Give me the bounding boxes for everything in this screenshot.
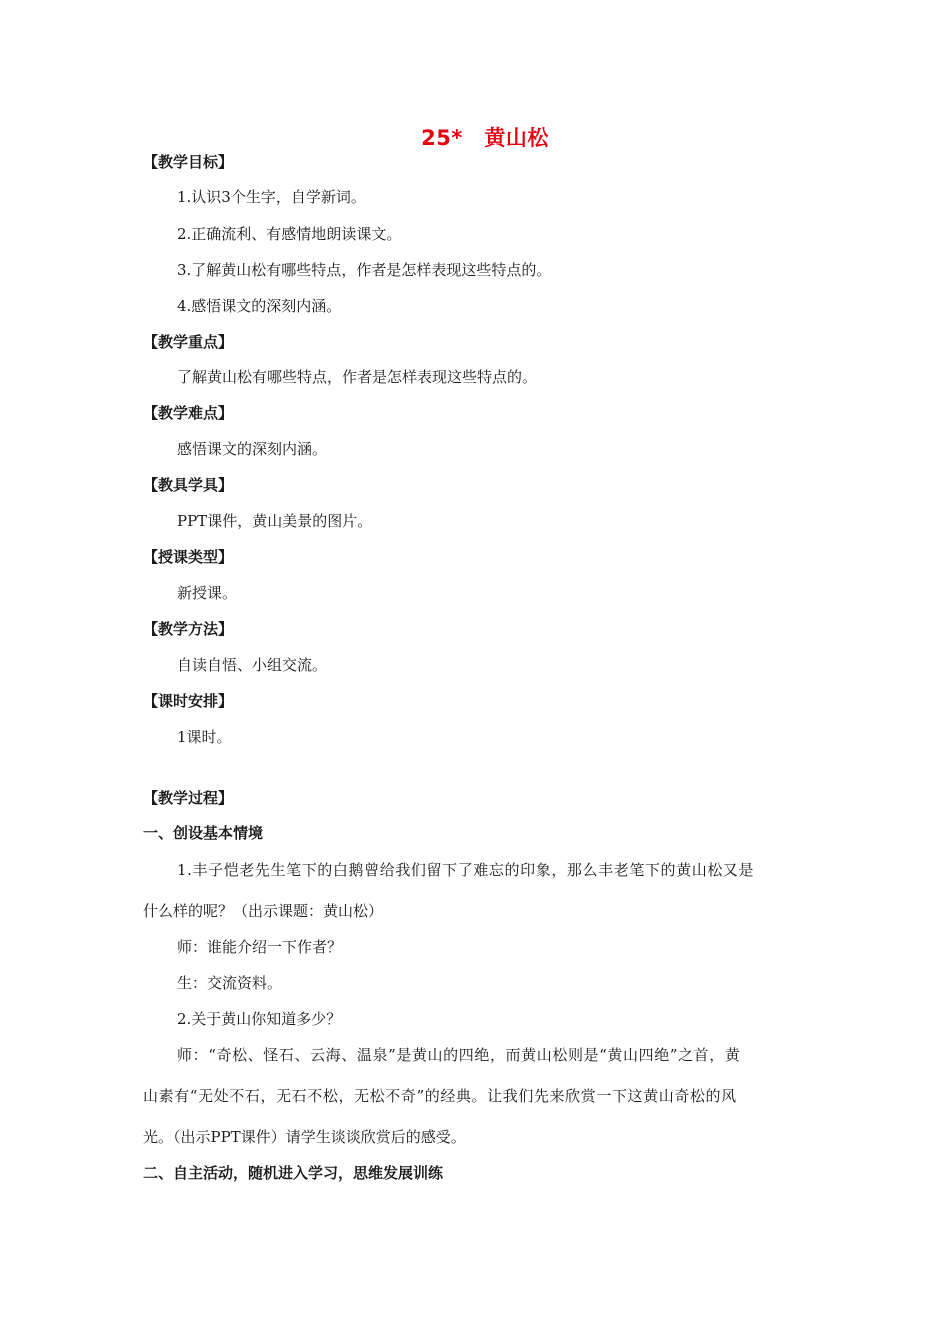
paragraph-line: 2.关于黄山你知道多少？ [177, 1010, 342, 1028]
process-heading: 【教学过程】 [143, 789, 234, 807]
section2-heading: 二、自主活动，随机进入学习，思维发展训练 [143, 1164, 444, 1182]
teacher-line: 师：“奇松、怪石、云海、温泉”是黄山的四绝，而黄山松则是“黄山四绝”之首，黄 [177, 1046, 741, 1064]
method-text: 自读自悟、小组交流。 [177, 656, 328, 674]
lesson-type-text: 新授课。 [177, 584, 238, 602]
student-line: 生：交流资料。 [177, 974, 283, 992]
difficulties-text: 感悟课文的深刻内涵。 [177, 440, 328, 458]
schedule-heading: 【课时安排】 [143, 692, 234, 710]
paragraph-line: 什么样的呢？（出示课题：黄山松） [143, 902, 384, 920]
section1-heading: 一、创设基本情境 [143, 824, 264, 842]
paragraph-line: 山素有“无处不石，无石不松，无松不奇”的经典。让我们先来欣赏一下这黄山奇松的风 [143, 1087, 737, 1105]
tools-text: PPT课件，黄山美景的图片。 [177, 512, 373, 530]
schedule-text: 1课时。 [177, 728, 232, 746]
objective-item: 1.认识3个生字，自学新词。 [177, 188, 366, 206]
method-heading: 【教学方法】 [143, 620, 234, 638]
objective-item: 3.了解黄山松有哪些特点，作者是怎样表现这些特点的。 [177, 261, 552, 279]
teacher-line: 师：谁能介绍一下作者？ [177, 938, 343, 956]
tools-heading: 【教具学具】 [143, 476, 234, 494]
objective-item: 2.正确流利、有感情地朗读课文。 [177, 225, 402, 243]
objective-item: 4.感悟课文的深刻内涵。 [177, 297, 342, 315]
paragraph-line: 1.丰子恺老先生笔下的白鹅曾给我们留下了难忘的印象，那么丰老笔下的黄山松又是 [177, 861, 755, 879]
key-points-text: 了解黄山松有哪些特点，作者是怎样表现这些特点的。 [177, 368, 538, 386]
lesson-type-heading: 【授课类型】 [143, 548, 234, 566]
difficulties-heading: 【教学难点】 [143, 404, 234, 422]
key-points-heading: 【教学重点】 [143, 333, 234, 351]
objectives-heading: 【教学目标】 [143, 153, 234, 171]
paragraph-line: 光。（出示PPT课件）请学生谈谈欣赏后的感受。 [143, 1128, 466, 1146]
lesson-title: 25* 黄山松 [421, 126, 549, 150]
